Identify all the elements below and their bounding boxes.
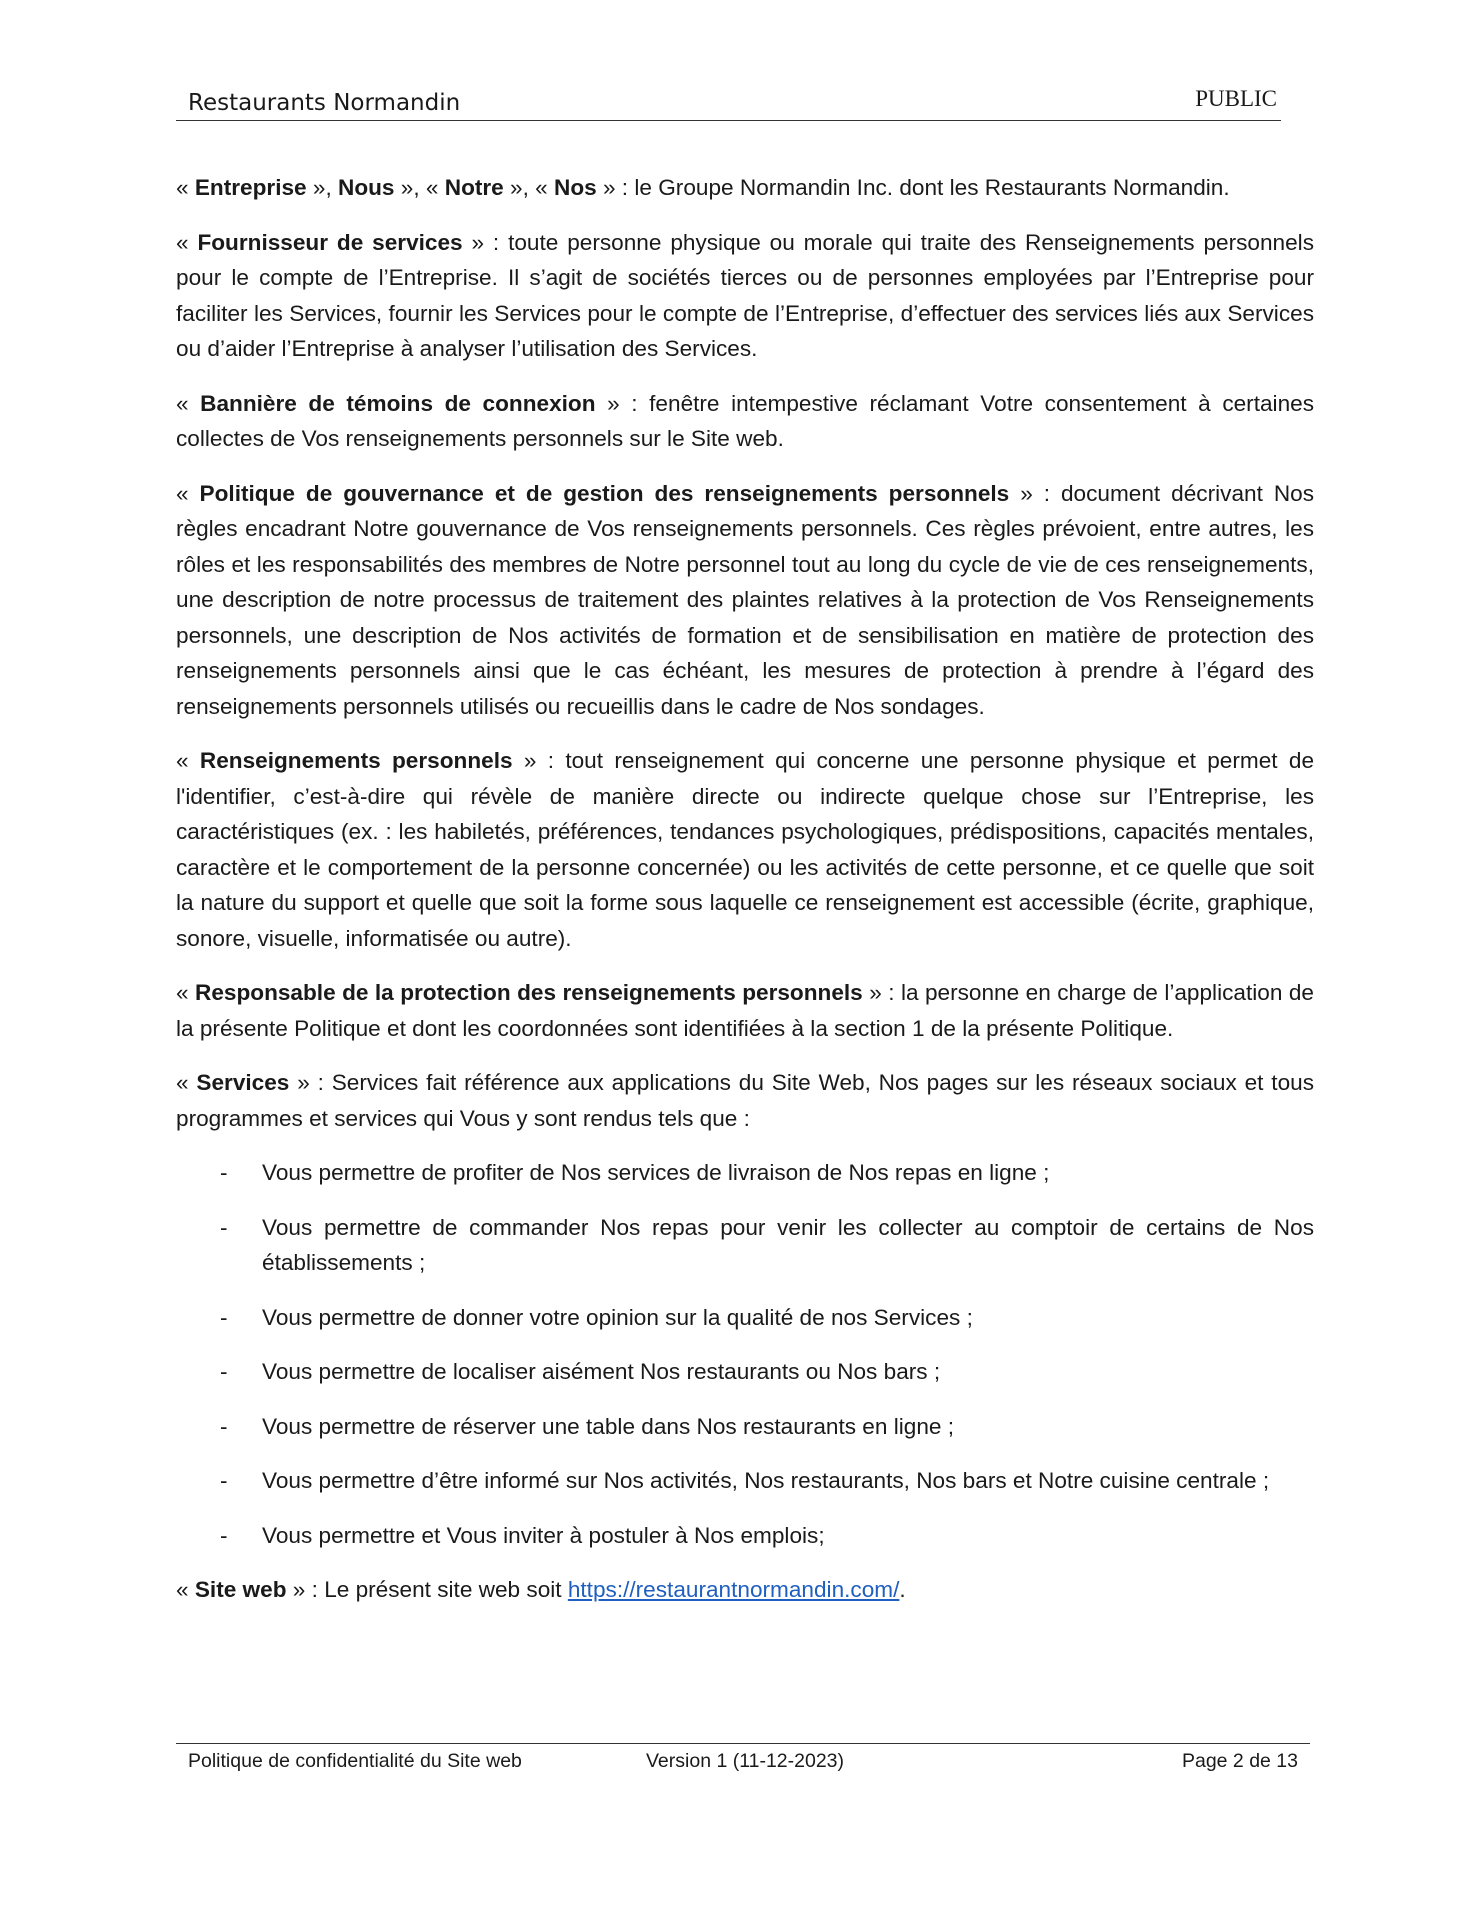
services-list (176, 1155, 1314, 1553)
definition-term: Fournisseur de services (197, 229, 463, 255)
footer-page-number: Page 2 de 13 (1181, 1750, 1298, 1772)
quote-open: « (176, 748, 200, 773)
definition-term: Bannière de témoins de connexion (200, 390, 596, 416)
list-item-text: Vous permettre de localiser aisément Nos restaurants ou Nos bars ; (262, 1359, 941, 1384)
definition-politique-gouvernance (176, 476, 1314, 725)
quote-close: » : (512, 748, 566, 773)
bullet-dash: - (220, 1304, 228, 1330)
definition-banniere (176, 386, 1314, 457)
list-item (176, 1300, 1314, 1336)
list-item (176, 1155, 1314, 1191)
quote-close: » : (462, 229, 509, 255)
quote-open: « (176, 1577, 195, 1602)
quote-open: « (176, 480, 200, 506)
list-item-text: Vous permettre d’être informé sur Nos activités, Nos restaurants, Nos bars et Notre cuisine centrale ; (262, 1468, 1270, 1493)
quote-close: » : (1009, 480, 1061, 506)
bullet-dash: - (220, 1468, 228, 1493)
term-separator: », (306, 175, 339, 200)
page-header (176, 84, 1281, 121)
list-item (176, 1518, 1314, 1554)
header-organization: Restaurants Normandin (188, 90, 461, 116)
list-item-text: Vous permettre de profiter de Nos services de livraison de Nos repas en ligne ; (262, 1160, 1050, 1185)
list-item (176, 1210, 1314, 1281)
definition-term: Renseignements personnels (199, 748, 513, 773)
term-separator: », « (394, 175, 445, 200)
definition-term: Responsable de la protection des renseignements personnels (195, 980, 863, 1005)
term-separator: », « (503, 175, 554, 200)
definition-text: Services fait référence aux applications du Site Web, Nos pages sur les réseaux sociaux et tous programmes et services qui Vous y sont rendus tels que : (176, 1070, 1314, 1131)
quote-close: » : (862, 980, 901, 1005)
definition-text: fenêtre intempestive réclamant Votre consentement à certaines collectes de Vos renseignements personnels sur le Site web. (176, 390, 1314, 451)
list-item (176, 1354, 1314, 1390)
quote-close: » : (595, 390, 650, 416)
term-separator: » : (596, 175, 635, 200)
sentence-end: . (899, 1577, 906, 1602)
list-item-text: Vous permettre de donner votre opinion sur la qualité de nos Services ; (262, 1304, 973, 1330)
footer-version: Version 1 (11-12-2023) (646, 1750, 845, 1772)
document-body (176, 170, 1314, 1627)
definition-term: Services (196, 1070, 290, 1095)
quote-open: « (176, 175, 195, 200)
bullet-dash: - (220, 1413, 228, 1439)
list-item-text: Vous permettre de réserver une table dans Nos restaurants en ligne ; (262, 1413, 955, 1439)
definition-text: la personne en charge de l’application de la présente Politique et dont les coordonnées sont identifiées à la section 1 de la présente Politique. (176, 980, 1314, 1041)
definition-responsable (176, 975, 1314, 1046)
quote-open: « (176, 980, 196, 1005)
definition-text: Le présent site web soit (324, 1577, 562, 1602)
definition-text: tout renseignement qui concerne une personne physique et permet de l'identifier, c’est-à-dire qui révèle de manière directe ou indirecte quelque chose sur l’Entreprise, les caractéristiques (ex. : les habiletés, préférences, tendances psychologiques, prédispositions, capacités mentales, caractère et le comportement de la personne concernée) ou les activités de cette personne, et ce quelle que soit la nature du support et quelle que soit la forme sous laquelle ce renseignement est accessible (écrite, graphique, sonore, visuelle, informatisée ou autre). (176, 748, 1315, 951)
definition-term: Site web (194, 1577, 287, 1602)
list-item (176, 1409, 1314, 1445)
definition-text: toute personne physique ou morale qui traite des Renseignements personnels pour le compte de l’Entreprise. Il s’agit de sociétés tierces ou de personnes employées par l’Entreprise pour faciliter les Services, fournir les Services pour le compte de l’Entreprise, d’effectuer des services liés aux Services ou d’aider l’Entreprise à analyser l’utilisation des Services. (176, 229, 1314, 361)
page-footer (176, 1743, 1310, 1772)
bullet-dash: - (220, 1359, 228, 1384)
definition-term: Nos (554, 175, 597, 200)
definition-renseignements (176, 743, 1314, 956)
definition-fournisseur (176, 225, 1314, 367)
bullet-dash: - (220, 1522, 228, 1548)
definition-entreprise (176, 170, 1314, 206)
definition-term: Entreprise (194, 175, 307, 200)
definition-services (176, 1065, 1314, 1136)
site-url-link[interactable]: https://restaurantnormandin.com/ (567, 1577, 900, 1602)
definition-site-web (176, 1572, 1314, 1608)
footer-document-title: Politique de confidentialité du Site web (188, 1750, 522, 1772)
definition-text: document décrivant Nos règles encadrant Notre gouvernance de Vos renseignements personnels. Ces règles prévoient, entre autres, les rôles et les responsabilités des membres de Notre personnel tout au long du cycle de vie de ces renseignements, une description de notre processus de traitement des plaintes relatives à la protection de Vos Renseignements personnels, une description de Nos activités de formation et de sensibilisation en matière de protection des renseignements personnels ainsi que le cas échéant, les mesures de protection à prendre à l’égard des renseignements personnels utilisés ou recueillis dans le cadre de Nos sondages. (176, 480, 1314, 719)
definition-term: Notre (444, 175, 504, 200)
quote-open: « (176, 229, 198, 255)
quote-open: « (176, 390, 201, 416)
bullet-dash: - (220, 1214, 228, 1240)
quote-close: » : (286, 1577, 325, 1602)
quote-close: » : (289, 1070, 332, 1095)
list-item (176, 1463, 1314, 1499)
definition-term: Nous (338, 175, 395, 200)
definition-term: Politique de gouvernance et de gestion des renseignements personnels (199, 480, 1010, 506)
list-item-text: Vous permettre de commander Nos repas pour venir les collecter au comptoir de certains de Nos établissements ; (262, 1214, 1314, 1275)
header-classification: PUBLIC (1195, 86, 1277, 111)
definition-text: le Groupe Normandin Inc. dont les Restaurants Normandin. (634, 175, 1230, 200)
list-item-text: Vous permettre et Vous inviter à postuler à Nos emplois; (262, 1522, 825, 1548)
bullet-dash: - (220, 1160, 228, 1185)
quote-open: « (176, 1070, 197, 1095)
